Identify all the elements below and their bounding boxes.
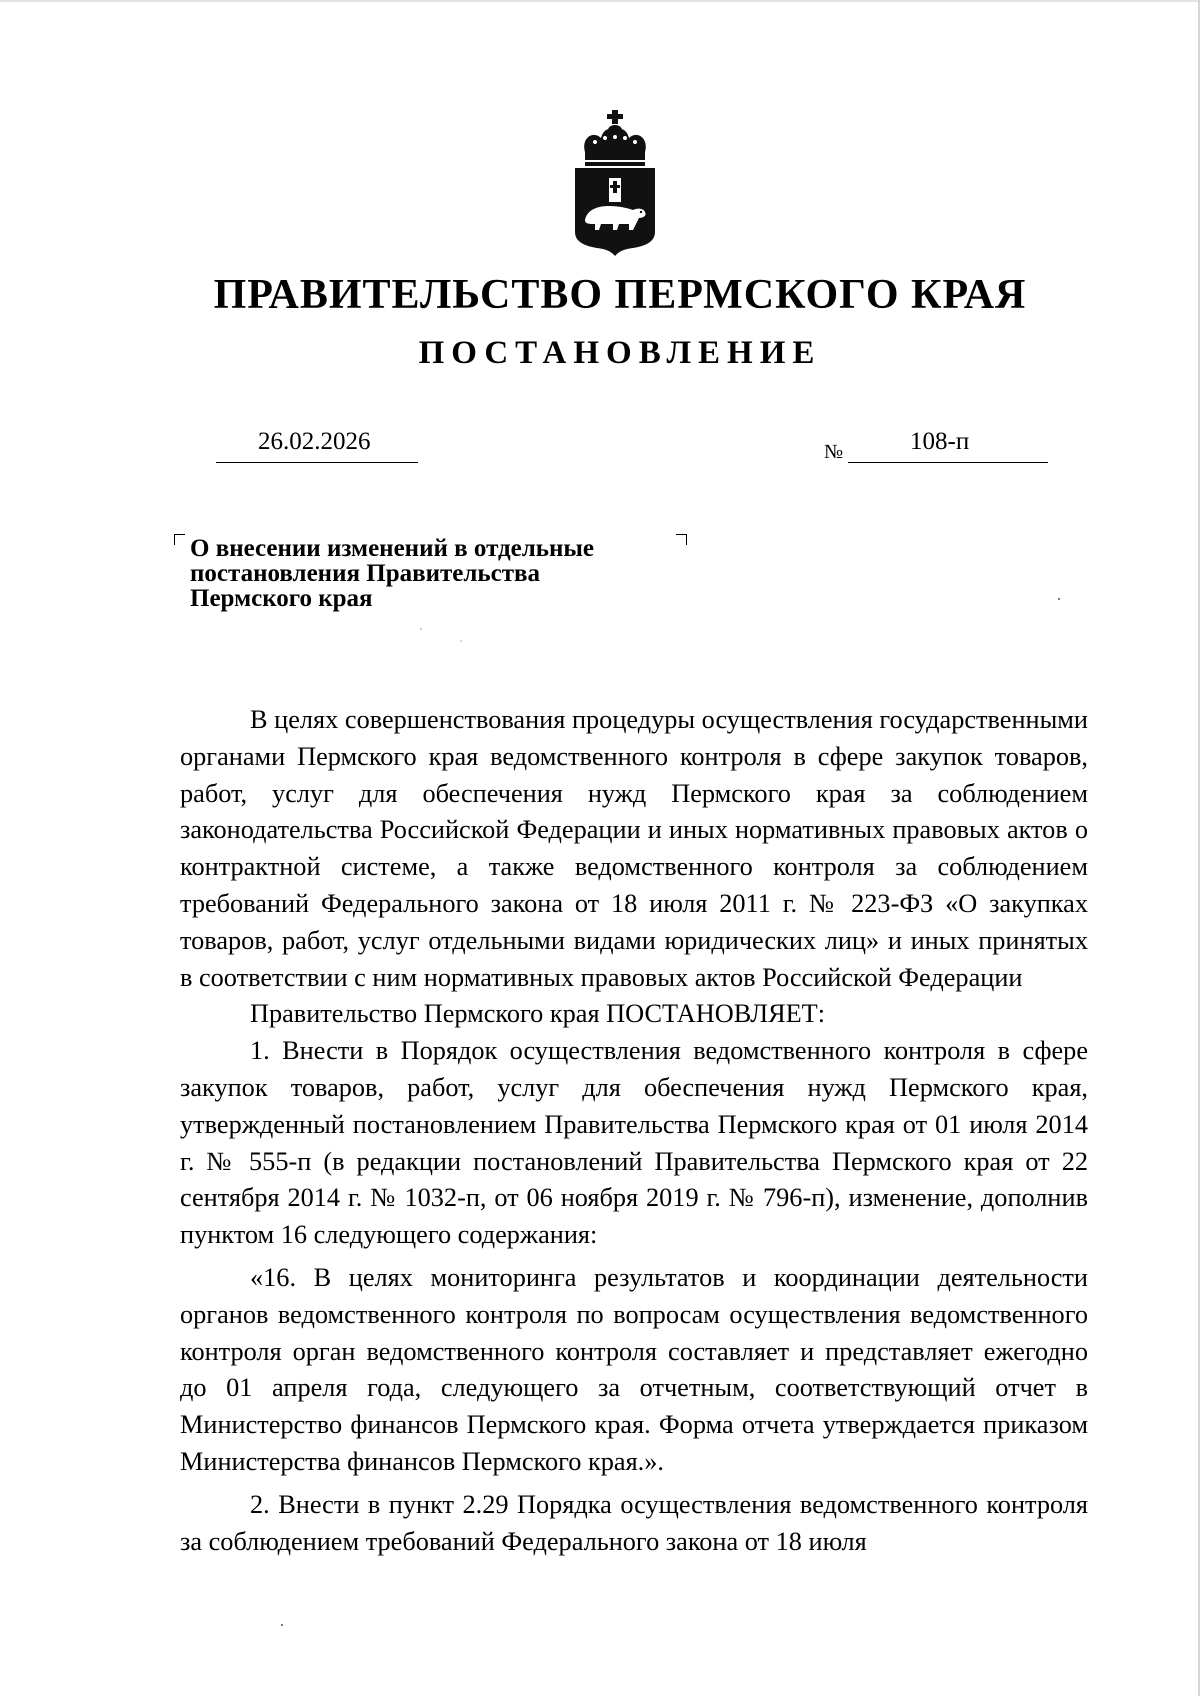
number-field [848, 426, 1048, 463]
subject-corner-mark [174, 534, 185, 545]
scan-edge [0, 0, 1200, 2]
scan-speck [281, 1624, 283, 1626]
document-body [180, 702, 1088, 1560]
preamble-paragraph: В целях совершенствования процедуры осуществления государственными органами Пермского края ведомственного контроля в сфере закупок товаров, работ, услуг для обеспечения нужд Пермского края за соблюдением законодательства Российской Федерации и иных нормативных правовых актов о контрактной системе, а также ведомственного контроля за соблюдением требований Федерального закона от 18 июля 2011 г. № 223-ФЗ «О закупках товаров, работ, услуг отдельными видами юридических лиц» и иных принятых в соответствии с ним нормативных правовых актов Российской Федерации [180, 705, 1088, 992]
government-title: ПРАВИТЕЛЬСТВО ПЕРМСКОГО КРАЯ [213, 272, 1027, 318]
scan-speck [1058, 598, 1060, 600]
document-subject [190, 536, 690, 611]
item-1-paragraph: 1. Внести в Порядок осуществления ведомственного контроля в сфере закупок товаров, работ, услуг для обеспечения нужд Пермского края, утвержденный постановлением Правительства Пермского края от 01 июля 2014 г. № 555-п (в редакции постановлений Правительства Пермского края от 22 сентября 2014 г. № 1032-п, от 06 ноября 2019 г. № 796-п), изменение, дополнив пунктом 16 следующего содержания: [180, 1036, 1088, 1250]
perm-krai-coat-of-arms-icon [571, 108, 659, 256]
scan-speck [420, 628, 422, 630]
subject-line: О внесении изменений в отдельные [190, 535, 595, 562]
date-field [216, 426, 418, 463]
document-number: 108-п [910, 428, 970, 455]
scan-speck [460, 640, 462, 642]
document-type: ПОСТАНОВЛЕНИЕ [418, 335, 822, 371]
number-sign: № [824, 441, 844, 463]
document-date: 26.02.2026 [258, 428, 371, 455]
subject-line: постановления Правительства [190, 560, 540, 587]
quoted-item-16-paragraph: «16. В целях мониторинга результатов и координации деятельности органов ведомственного контроля по вопросам осуществления ведомственного контроля орган ведомственного контроля составляет и представляет ежегодно до 01 апреля года, следующего за отчетным, соответствующий отчет в Министерство финансов Пермского края. Форма отчета утверждается приказом Министерства финансов Пермского края.». [180, 1262, 1088, 1476]
subject-line: Пермского края [190, 585, 373, 612]
resolution-clause: Правительство Пермского края ПОСТАНОВЛЯЕТ: [250, 999, 826, 1029]
item-2-paragraph: 2. Внести в пункт 2.29 Порядка осуществления ведомственного контроля за соблюдением требований Федерального закона от 18 июля [180, 1489, 1088, 1556]
